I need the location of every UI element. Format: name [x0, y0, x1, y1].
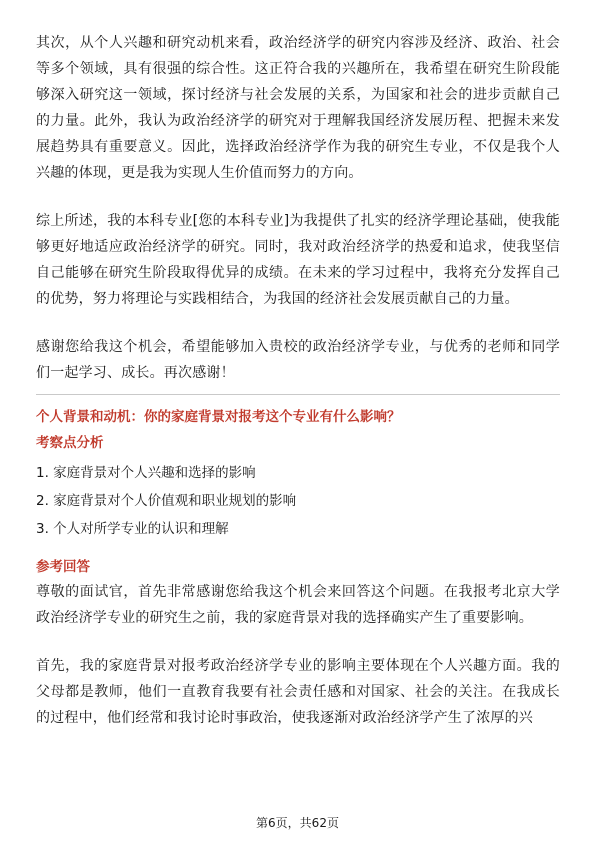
analysis-point: 3. 个人对所学专业的认识和理解	[36, 521, 229, 537]
analysis-heading: 考察点分析	[36, 435, 104, 451]
interview-question: 个人背景和动机：你的家庭背景对报考这个专业有什么影响？	[36, 409, 401, 425]
reference-paragraph: 首先，我的家庭背景对报考政治经济学专业的影响主要体现在个人兴趣方面。我的父母都是教师，他们一直教育我要有社会责任感和对国家、社会的关注。在我成长的过程中，他们经常和我讨论时事政治，使我逐渐对政治经济学产生了浓厚的兴	[36, 658, 560, 726]
body-paragraph: 综上所述，我的本科专业[您的本科专业]为我提供了扎实的经济学理论基础，使我能够更好地适应政治经济学的研究。同时，我对政治经济学的热爱和追求，使我坚信自己能够在研究生阶段取得优异的成绩。在未来的学习过程中，我将充分发挥自己的优势，努力将理论与实践相结合，为我国的经济社会发展贡献自己的力量。	[36, 213, 560, 307]
page-number-footer: 第6页，共62页	[256, 816, 339, 830]
document-page	[36, 30, 560, 731]
body-paragraph: 其次，从个人兴趣和研究动机来看，政治经济学的研究内容涉及经济、政治、社会等多个领域，具有很强的综合性。这正符合我的兴趣所在，我希望在研究生阶段能够深入研究这一领域，探讨经济与社会发展的关系，为国家和社会的进步贡献自己的力量。此外，我认为政治经济学的研究对于理解我国经济发展历程、把握未来发展趋势具有重要意义。因此，选择政治经济学作为我的研究生专业，不仅是我个人兴趣的体现，更是我为实现人生价值而努力的方向。	[36, 35, 560, 181]
reference-answer-heading: 参考回答	[36, 559, 90, 575]
analysis-point: 1. 家庭背景对个人兴趣和选择的影响	[36, 465, 256, 481]
section-divider	[36, 394, 560, 395]
body-paragraph: 感谢您给我这个机会，希望能够加入贵校的政治经济学专业，与优秀的老师和同学们一起学习、成长。再次感谢！	[36, 339, 560, 381]
analysis-points-list	[36, 459, 560, 543]
paragraph-gap	[36, 186, 560, 208]
reference-paragraph: 尊敬的面试官，首先非常感谢您给我这个机会来回答这个问题。在我报考北京大学政治经济学专业的研究生之前，我的家庭背景对我的选择确实产生了重要影响。	[36, 584, 560, 626]
paragraph-gap	[36, 631, 560, 653]
paragraph-gap	[36, 312, 560, 334]
analysis-point: 2. 家庭背景对个人价值观和职业规划的影响	[36, 493, 297, 509]
